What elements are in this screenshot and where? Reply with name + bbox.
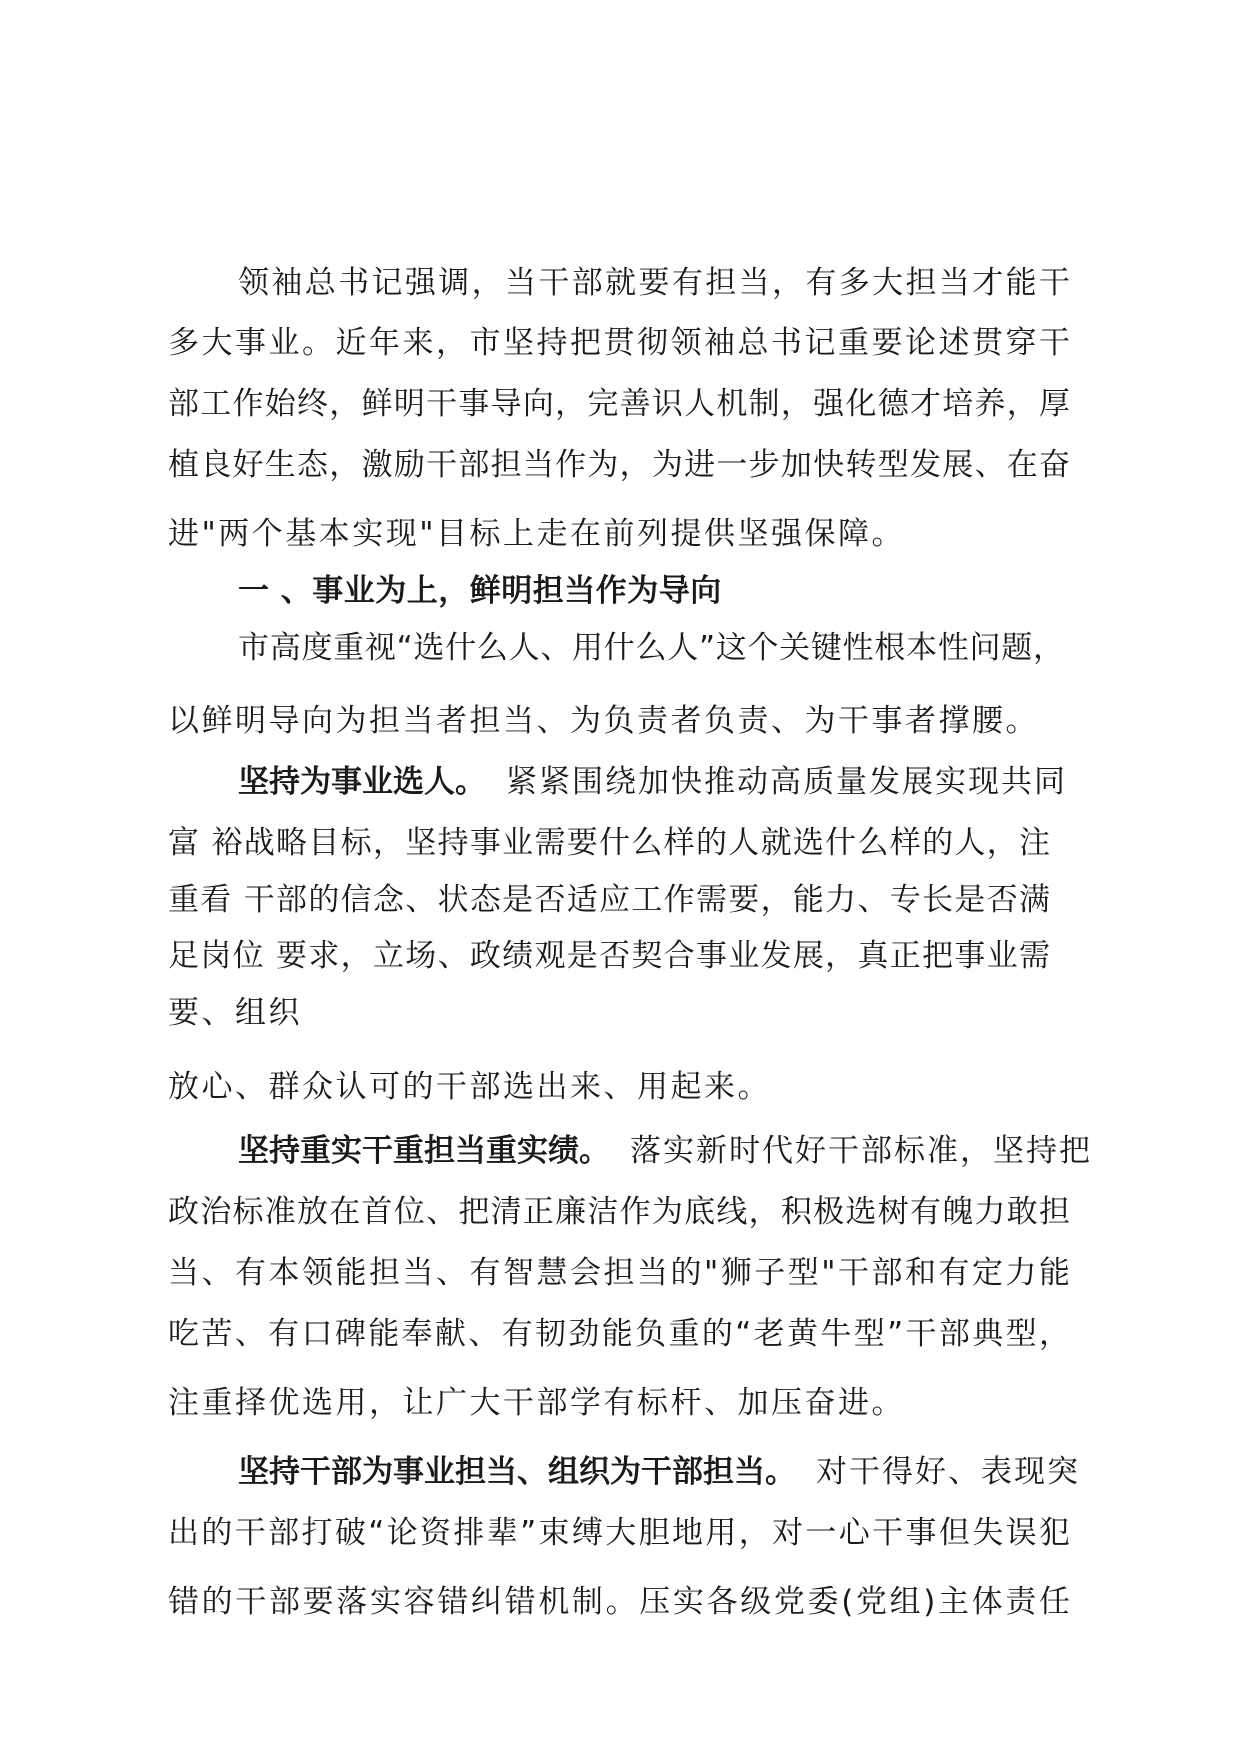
paragraph-line: 要、组织	[168, 995, 302, 1031]
paragraph-line: 市高度重视“选什么人、用什么人”这个关键性根本性问题，	[238, 630, 1064, 666]
paragraph-line: 足岗位 要求，立场、政绩观是否契合事业发展，真正把事业需	[168, 938, 1050, 974]
paragraph-line: 以鲜明导向为担当者担当、为负责者负责、为干事者撑腰。	[168, 703, 1039, 739]
paragraph-line: 植良好生态，激励干部担当作为，为进一步加快转型发展、在奋	[168, 447, 1070, 483]
paragraph-line: 注重择优选用，让广大干部学有标杆、加压奋进。	[168, 1385, 905, 1421]
paragraph-line: 放心、群众认可的干部选出来、用起来。	[168, 1069, 771, 1105]
paragraph-line: 部工作始终，鲜明干事导向，完善识人机制，强化德才培养，厚	[168, 386, 1070, 422]
paragraph-line: 政治标准放在首位、把清正廉洁作为底线，积极选树有魄力敢担	[168, 1194, 1070, 1230]
paragraph-line	[238, 762, 1067, 802]
section-heading: 一 、事业为上，鲜明担当作为导向	[238, 573, 722, 609]
paragraph-lead: 坚持干部为事业担当、组织为干部担当。	[238, 1454, 796, 1490]
paragraph-text: 紧紧围绕加快推动高质量发展实现共同	[506, 764, 1067, 800]
paragraph-text: 落实新时代好干部标准，坚持把	[630, 1133, 1092, 1169]
paragraph-line: 重看 干部的信念、状态是否适应工作需要，能力、专长是否满	[168, 882, 1050, 918]
paragraph-lead: 坚持重实干重担当重实绩。	[238, 1133, 610, 1169]
paragraph-line: 当、有本领能担当、有智慧会担当的"狮子型"干部和有定力能	[168, 1255, 1070, 1291]
paragraph-line	[238, 1452, 1080, 1492]
paragraph-line: 错的干部要落实容错纠错机制。压实各级党委(党组)主体责任	[168, 1584, 1070, 1620]
paragraph-line: 吃苦、有口碑能奉献、有韧劲能负重的“老黄牛型”干部典型，	[168, 1316, 1070, 1352]
paragraph-line: 领袖总书记强调，当干部就要有担当，有多大担当才能干	[238, 265, 1070, 301]
paragraph-line: 出的干部打破“论资排辈”束缚大胆地用，对一心干事但失误犯	[168, 1515, 1070, 1551]
paragraph-lead: 坚持为事业选人。	[238, 764, 486, 800]
paragraph-line: 多大事业。近年来，市坚持把贯彻领袖总书记重要论述贯穿干	[168, 325, 1070, 361]
paragraph-line: 富 裕战略目标，坚持事业需要什么样的人就选什么样的人，注	[168, 825, 1050, 861]
paragraph-text: 对干得好、表现突	[816, 1454, 1080, 1490]
paragraph-line: 进"两个基本实现"目标上走在前列提供坚强保障。	[168, 516, 906, 552]
paragraph-line	[238, 1131, 1092, 1171]
